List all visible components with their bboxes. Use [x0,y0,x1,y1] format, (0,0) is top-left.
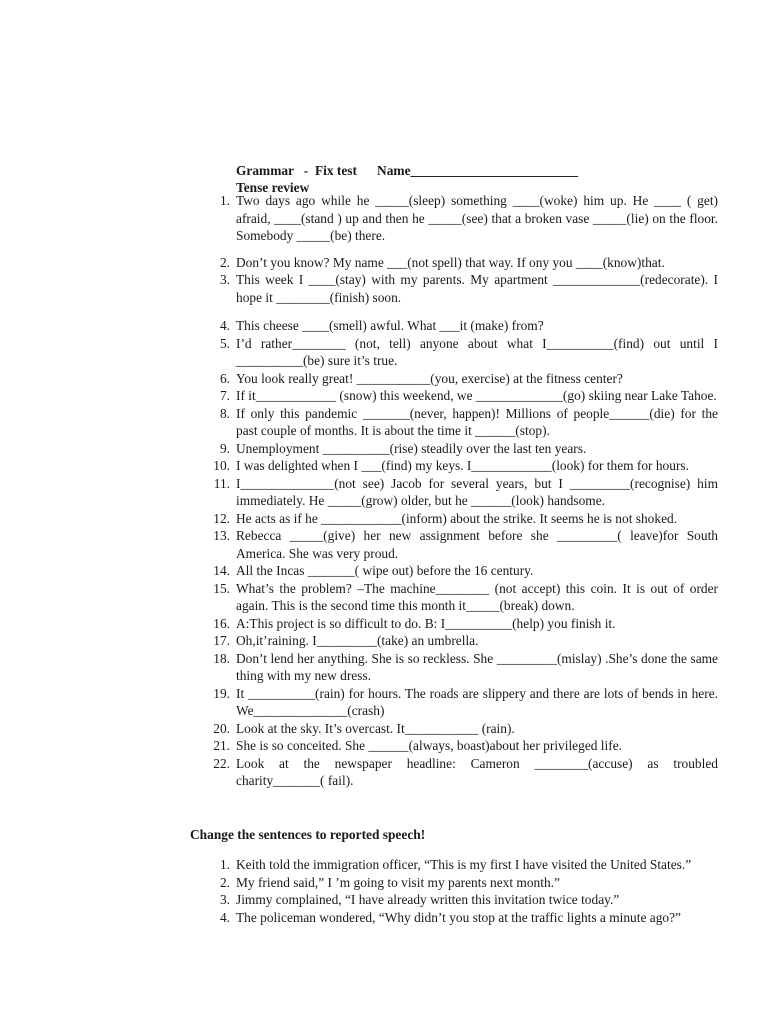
item-text: Jimmy complained, “I have already written this invitation twice today.” [236,892,620,907]
list-item [204,650,718,685]
list-item [204,874,718,892]
item-number: 9. [219,440,230,456]
list-item [204,685,718,720]
item-text: Two days ago while he _____(sleep) something ____(woke) him up. He ____ ( get) afraid, ____(stand ) up and then he _____(see) that a broken vase _____(lie) on the floor. Somebody _____(be) there. [236,193,718,243]
item-text: Look at the newspaper headline: Cameron ________(accuse) as troubled charity_______( fail). [236,755,718,788]
list-item [204,891,718,909]
list-item [204,192,718,245]
list-item [204,632,718,650]
list-item [204,580,718,615]
item-number: 1. [219,857,230,872]
item-number: 6. [219,370,230,386]
item-text: I______________(not see) Jacob for several years, but I _________(recognise) him immediately. He _____(grow) older, but he ______(look) handsome. [236,475,718,508]
list-item [204,737,718,755]
item-text: It __________(rain) for hours. The roads are slippery and there are lots of bends in here. We______________(crash) [236,685,718,718]
item-number: 1. [219,193,230,208]
tense-review-list [204,192,718,790]
worksheet-title: Grammar - Fix test Name_________________________ [236,163,578,178]
list-item [204,510,718,528]
item-text: If only this pandemic _______(never, happen)! Millions of people______(die) for the past couple of months. It is about the time it ______(stop). [236,405,718,438]
item-number: 8. [219,405,230,421]
list-item [204,254,718,272]
item-text: This cheese ____(smell) awful. What ___it (make) from? [236,318,544,333]
list-item [204,440,718,458]
item-text: This week I ____(stay) with my parents. My apartment _____________(redecorate). I hope it ________(finish) soon. [236,272,718,305]
item-number: 5. [219,335,230,351]
item-number: 4. [219,318,230,333]
item-text: I’d rather________ (not, tell) anyone about what I__________(find) out until I __________(be) sure it’s true. [236,335,718,368]
list-item [204,370,718,388]
list-item [204,457,718,475]
item-text: Don’t you know? My name ___(not spell) that way. If ony you ____(know)that. [236,254,665,270]
reported-speech-list [204,856,718,926]
item-number: 19. [213,685,230,701]
item-text: He acts as if he ____________(inform) about the strike. It seems he is not shoked. [236,510,678,526]
item-number: 2. [219,874,230,890]
item-number: 2. [219,254,230,270]
item-number: 17. [213,633,230,648]
item-text: My friend said,” I ’m going to visit my parents next month.” [236,874,560,890]
list-item [204,335,718,370]
item-number: 10. [213,458,230,473]
item-number: 14. [213,563,230,578]
item-text: Don’t lend her anything. She is so reckless. She _________(mislay) .She’s done the same thing with my new dress. [236,650,718,683]
list-item [204,475,718,510]
reported-speech-heading: Change the sentences to reported speech! [190,827,426,842]
item-text: I was delighted when I ___(find) my keys. I____________(look) for them for hours. [236,458,689,473]
list-item [204,755,718,790]
list-item [204,720,718,738]
item-text: Unemployment __________(rise) steadily over the last ten years. [236,440,587,456]
list-item [204,527,718,562]
item-number: 18. [213,650,230,666]
item-number: 22. [213,755,230,771]
list-item [204,615,718,633]
list-item [204,856,718,874]
list-item [204,317,718,335]
worksheet-subtitle: Tense review [236,180,310,195]
item-number: 21. [213,738,230,753]
item-text: A:This project is so difficult to do. B: I__________(help) you finish it. [236,615,616,631]
item-text: All the Incas _______( wipe out) before the 16 century. [236,563,534,578]
item-number: 15. [213,580,230,596]
item-text: Rebecca _____(give) her new assignment before she _________( leave)for South America. She was very proud. [236,528,718,561]
item-text: You look really great! ___________(you, exercise) at the fitness center? [236,370,623,386]
list-item [204,387,718,405]
item-text: She is so conceited. She ______(always, boast)about her privileged life. [236,738,623,753]
list-item [204,562,718,580]
item-number: 20. [213,720,230,736]
item-text: Oh,it’raining. I_________(take) an umbrella. [236,633,479,648]
list-item [204,271,718,306]
item-number: 3. [219,272,230,287]
list-item [204,909,718,927]
item-number: 16. [213,615,230,631]
item-text: Look at the sky. It’s overcast. It___________ (rain). [236,720,515,736]
item-text: Keith told the immigration officer, “This is my first I have visited the United States.” [236,857,692,872]
item-text: If it____________ (snow) this weekend, we _____________(go) skiing near Lake Tahoe. [236,388,717,403]
item-number: 3. [219,892,230,907]
list-item [204,405,718,440]
item-number: 11. [213,475,230,491]
item-number: 7. [219,388,230,403]
item-number: 4. [219,909,230,925]
item-text: What’s the problem? –The machine________ (not accept) this coin. It is out of order again. This is the second time this month it_____(break) down. [236,580,718,613]
item-number: 12. [213,510,230,526]
item-number: 13. [213,528,230,543]
item-text: The policeman wondered, “Why didn’t you stop at the traffic lights a minute ago?” [236,909,681,925]
